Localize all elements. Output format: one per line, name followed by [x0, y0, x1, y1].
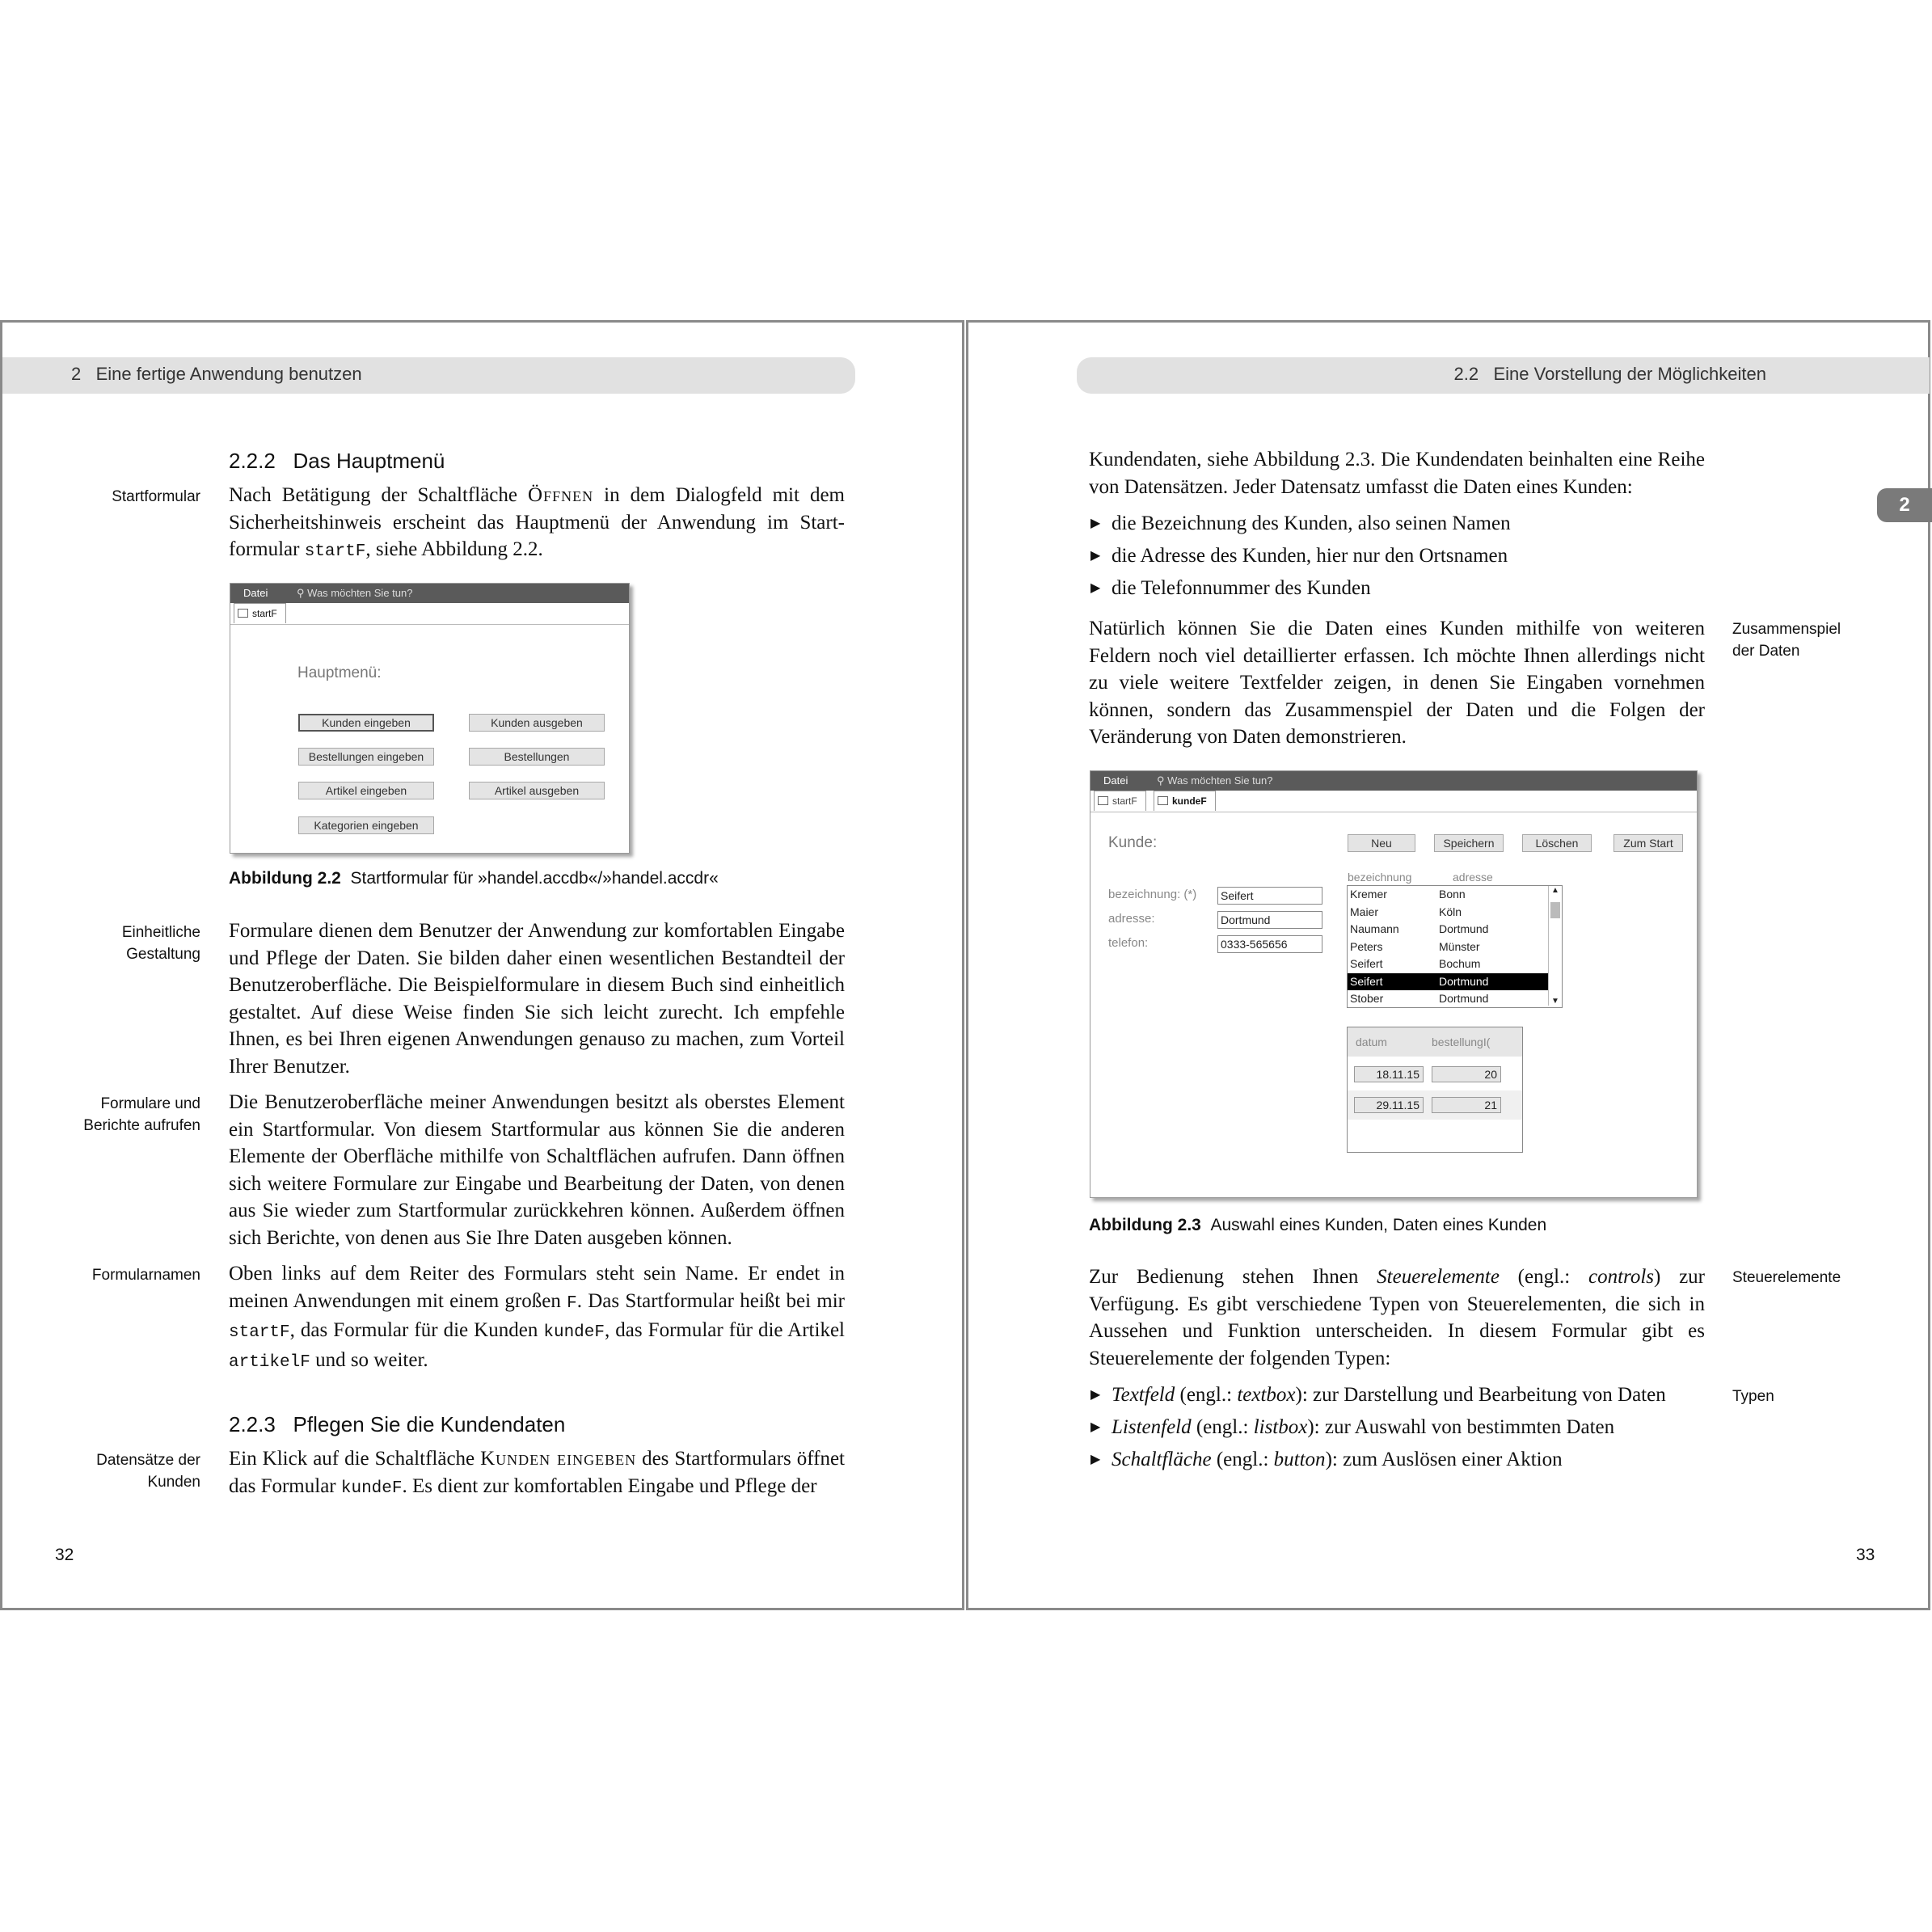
margin-note-steuerelemente: Steuerelemente	[1732, 1269, 1841, 1286]
bullet-list-kundendaten	[1089, 508, 1705, 605]
figure-kundenformular-screenshot	[1090, 770, 1698, 1198]
bullet-triangle-icon: ▶	[1090, 581, 1101, 595]
list-item: ▶ die Telefonnummer des Kunden	[1089, 572, 1705, 605]
margin-note-formulare-berichte: Formulare und Berichte aufrufen	[83, 1095, 200, 1134]
listbox-cell-adresse: Münster	[1439, 939, 1480, 953]
margin-note-startformular: Startformular	[112, 488, 200, 505]
listbox-cell-bezeichnung: Maier	[1350, 905, 1379, 918]
form-icon	[1158, 796, 1168, 805]
listbox-cell-bezeichnung: Naumann	[1350, 922, 1399, 935]
subform-header	[1348, 1027, 1522, 1057]
artikel-eingeben-button[interactable]: Artikel eingeben	[298, 782, 434, 799]
page-number-left: 32	[55, 1546, 74, 1564]
document-tab-row	[1090, 791, 1697, 812]
list-header-bezeichnung: bezeichnung	[1348, 871, 1412, 884]
paragraph-formulare: Formulare dienen dem Benutzer der Anwendung zur komfortablen Eingabe und Pflege der Daten. Sie bilden daher einen wesentlichen Bestandteil der Benutzeroberfläche. Die Beispielformulare in diesem Buch sind einheitlich gestaltet. Auf diese Weise finden Sie sich leicht zurecht. Ich empfehle Ihnen, es bei Ihren eigenen Anwendungen genauso zu machen, zum Vorteil Ihrer Benutzer.	[229, 920, 845, 1078]
listbox-cell-adresse: Köln	[1439, 905, 1462, 918]
form-heading-hauptmenu: Hauptmenü:	[297, 664, 382, 681]
listbox-row[interactable]	[1348, 921, 1548, 938]
kunden-listbox[interactable]	[1347, 885, 1563, 1008]
bullet-triangle-icon: ▶	[1090, 517, 1101, 530]
list-header-adresse: adresse	[1453, 871, 1493, 884]
listbox-row[interactable]	[1348, 904, 1548, 921]
tab-startf[interactable]: startF	[234, 603, 286, 623]
scroll-up-icon[interactable]: ▲	[1551, 886, 1559, 895]
margin-note-einheitliche-gestaltung: Einheitliche Gestaltung	[121, 924, 200, 963]
list-item: ▶ die Bezeichnung des Kunden, also seinen Namen	[1089, 508, 1705, 540]
tell-me-box[interactable]: ⚲ Was möchten Sie tun?	[297, 587, 413, 599]
listbox-cell-adresse: Dortmund	[1439, 992, 1489, 1005]
listbox-cell-bezeichnung: Kremer	[1350, 888, 1387, 901]
paragraph-formularnamen: Oben links auf dem Reiter des Formulars steht sein Name. Er endet in meinen Anwendungen mit einem großen F. Das Startformular heißt bei mir startF, das Formular für die Kunden kundeF, das Formular für die Artikel artikelF und so weiter.	[229, 1263, 845, 1372]
margin-note-typen: Typen	[1732, 1388, 1774, 1405]
bullet-triangle-icon: ▶	[1090, 1453, 1101, 1466]
telefon-label: telefon:	[1108, 936, 1149, 950]
listbox-row[interactable]	[1348, 955, 1548, 972]
paragraph-kundendaten-cont: Kundendaten, siehe Abbildung 2.3. Die Kundendaten beinhalten eine Reihe von Datensätzen. Jeder Datensatz umfasst die Daten eines Kunden:	[1089, 449, 1705, 498]
lightbulb-icon: ⚲	[297, 587, 305, 599]
datum-textbox[interactable]: 29.11.15	[1354, 1097, 1424, 1113]
section-heading-2-2-2: 2.2.2 Das Hauptmenü	[229, 449, 445, 473]
paragraph-zusammenspiel: Natürlich können Sie die Daten eines Kunden mithilfe von weiteren Feldern noch viel detaillierter erfassen. Ich möchte Ihnen allerdings nicht zu viele weitere Textfelder zeigen, in denen Sie Eingaben vornehmen können, sondern das Zusammenspiel der Daten und die Folgen der Veränderung von Daten demonstrieren.	[1089, 618, 1705, 749]
section-heading-2-2-3: 2.2.3 Pflegen Sie die Kundendaten	[229, 1412, 566, 1436]
figure-caption-2-2: Abbildung 2.2 Startformular für »handel.accdb«/»handel.accdr«	[229, 869, 719, 888]
adresse-label: adresse:	[1108, 912, 1155, 926]
listbox-row[interactable]	[1348, 990, 1548, 1007]
listbox-cell-bezeichnung: Stober	[1350, 992, 1384, 1005]
adresse-textbox[interactable]: Dortmund	[1217, 911, 1322, 929]
bestellung-id-textbox[interactable]: 20	[1432, 1066, 1501, 1082]
bullet-triangle-icon: ▶	[1090, 1420, 1101, 1434]
bestellungen-eingeben-button[interactable]: Bestellungen eingeben	[298, 748, 434, 766]
bestellungen-subform	[1347, 1027, 1523, 1153]
bezeichnung-label: bezeichnung: (*)	[1108, 888, 1197, 901]
right-running-header: 2.2 Eine Vorstellung der Möglichkeiten	[1453, 364, 1766, 384]
telefon-textbox[interactable]: 0333-565656	[1217, 935, 1322, 953]
margin-note-formularnamen: Formularnamen	[91, 1267, 200, 1284]
scroll-thumb[interactable]	[1550, 902, 1560, 918]
list-item: ▶ Listenfeld (engl.: listbox): zur Auswahl von bestimmten Daten	[1089, 1411, 1705, 1444]
paragraph-kundendaten: Ein Klick auf die Schaltfläche Kunden eingeben des Startformulars öffnet das Formular kundeF. Es dient zur komfortablen Eingabe und Pflege der	[229, 1448, 845, 1498]
form-icon	[1098, 796, 1108, 805]
bestellungen-button[interactable]: Bestellungen	[469, 748, 605, 766]
kunden-ausgeben-button[interactable]: Kunden ausgeben	[469, 714, 605, 732]
tell-me-box[interactable]: ⚲ Was möchten Sie tun?	[1157, 774, 1273, 787]
kategorien-eingeben-button[interactable]: Kategorien eingeben	[298, 816, 434, 834]
tab-kundef[interactable]: kundeF	[1154, 791, 1216, 811]
margin-note-datensaetze: Datensätze der Kunden	[96, 1452, 200, 1491]
paragraph-hauptmenu: Nach Betätigung der Schaltfläche Öffnen in dem Dialogfeld mit dem Sicherheitshinweis erscheint das Hauptmenü der Anwendung im Start-formular startF, siehe Abbildung 2.2.	[229, 484, 846, 562]
bullet-list-typen	[1089, 1379, 1705, 1476]
subform-header-bestellung: bestellungI(	[1432, 1036, 1491, 1048]
listbox-cell-adresse: Bonn	[1439, 888, 1466, 901]
list-item: ▶ Schaltfläche (engl.: button): zum Auslösen einer Aktion	[1089, 1444, 1705, 1476]
listbox-cell-bezeichnung: Peters	[1350, 939, 1383, 953]
margin-note-zusammenspiel: Zusammenspiel der Daten	[1732, 621, 1841, 660]
datei-menu[interactable]: Datei	[1103, 774, 1128, 787]
chapter-number: 2	[71, 364, 82, 384]
listbox-cell-bezeichnung: Seifert	[1350, 957, 1383, 970]
lightbulb-icon: ⚲	[1157, 774, 1165, 787]
bestellung-id-textbox[interactable]: 21	[1432, 1097, 1501, 1113]
listbox-scrollbar[interactable]	[1548, 886, 1562, 1006]
speichern-button[interactable]: Speichern	[1434, 834, 1504, 852]
chapter-tab: 2	[1877, 488, 1932, 522]
left-running-header	[71, 364, 362, 385]
form-heading-kunde: Kunde:	[1108, 834, 1158, 851]
datei-menu[interactable]: Datei	[243, 587, 268, 599]
artikel-ausgeben-button[interactable]: Artikel ausgeben	[469, 782, 605, 799]
loeschen-button[interactable]: Löschen	[1522, 834, 1592, 852]
datum-textbox[interactable]: 18.11.15	[1354, 1066, 1424, 1082]
page-number-right: 33	[1856, 1546, 1875, 1564]
listbox-row[interactable]	[1348, 886, 1548, 903]
paragraph-benutzeroberflaeche: Die Benutzeroberfläche meiner Anwendungen besitzt als oberstes Element ein Startformular. Von diesem Startformular aus können Sie die anderen Elemente der Oberfläche mithilfe von Schaltflächen aufrufen. Dann öffnen sich weitere Formulare zur Eingabe und Bearbeitung der Daten, von denen aus Sie wieder zum Startformular zurückkehren können. Außerdem öffnen sich Berichte, von denen aus Sie Ihre Daten ausgeben können.	[229, 1091, 845, 1249]
bullet-triangle-icon: ▶	[1090, 1388, 1101, 1402]
chapter-title: Eine fertige Anwendung benutzen	[95, 364, 362, 384]
neu-button[interactable]: Neu	[1348, 834, 1415, 852]
zum-start-button[interactable]: Zum Start	[1614, 834, 1683, 852]
tab-startf[interactable]: startF	[1094, 791, 1146, 811]
listbox-cell-adresse: Bochum	[1439, 957, 1481, 970]
figure-caption-2-3: Abbildung 2.3 Auswahl eines Kunden, Daten eines Kunden	[1089, 1216, 1547, 1234]
listbox-row[interactable]	[1348, 973, 1548, 990]
listbox-cell-bezeichnung: Seifert	[1350, 974, 1383, 988]
list-item: ▶ Textfeld (engl.: textbox): zur Darstellung und Bearbeitung von Daten	[1089, 1379, 1705, 1411]
scroll-down-icon[interactable]: ▼	[1551, 997, 1559, 1006]
bezeichnung-textbox[interactable]: Seifert	[1217, 887, 1322, 905]
listbox-cell-adresse: Dortmund	[1439, 922, 1489, 935]
kunden-eingeben-button[interactable]: Kunden eingeben	[298, 714, 434, 732]
paragraph-steuerelemente: Zur Bedienung stehen Ihnen Steuerelemente (engl.: controls) zur Verfügung. Es gibt verschiedene Typen von Steuerelementen, die sich in Aussehen und Funktion unterscheiden. In diesem Formular gibt es Steuerelemente der folgenden Typen:	[1089, 1266, 1705, 1369]
listbox-cell-adresse: Dortmund	[1439, 974, 1489, 988]
form-icon	[238, 609, 248, 618]
bullet-triangle-icon: ▶	[1090, 549, 1101, 563]
figure-startformular-screenshot	[230, 583, 630, 854]
document-tab-row	[230, 603, 629, 625]
listbox-row[interactable]	[1348, 939, 1548, 955]
app-titlebar	[1090, 771, 1697, 791]
list-item: ▶ die Adresse des Kunden, hier nur den Ortsnamen	[1089, 540, 1705, 572]
subform-header-datum: datum	[1356, 1036, 1387, 1048]
app-titlebar	[230, 584, 629, 603]
